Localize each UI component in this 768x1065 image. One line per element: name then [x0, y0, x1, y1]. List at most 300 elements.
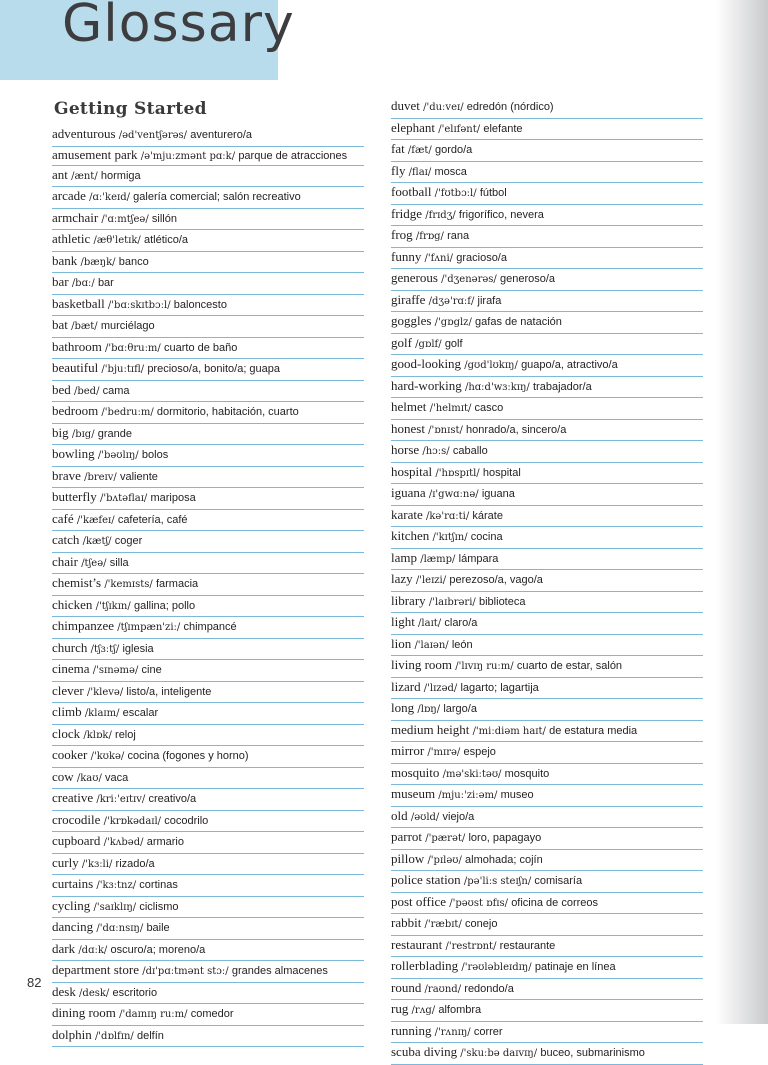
entry-word: lion	[391, 635, 412, 651]
entry-pronunciation: /kætʃ/	[82, 536, 112, 547]
glossary-entry	[391, 291, 703, 313]
entry-translation: sillón	[151, 212, 177, 225]
entry-pronunciation: /'klevə/	[86, 686, 124, 698]
entry-pronunciation: /'lɪzəd/	[423, 682, 458, 694]
entry-word: frog	[391, 227, 413, 242]
entry-word: church	[52, 639, 88, 655]
entry-translation: correr	[473, 1025, 503, 1038]
entry-pronunciation: /'rəʊləbleɪdɪŋ/	[461, 962, 532, 973]
entry-translation: golf	[444, 337, 463, 350]
entry-pronunciation: /'gɒglz/	[434, 317, 472, 328]
glossary-entry	[391, 248, 703, 270]
glossary-entry	[391, 613, 703, 635]
entry-pronunciation: /'kɪtʃɪn/	[432, 532, 468, 543]
entry-word: chair	[52, 553, 78, 569]
entry-translation: trabajador/a	[533, 380, 592, 393]
glossary-entry	[391, 420, 703, 442]
entry-translation: atlético/a	[143, 234, 189, 246]
glossary-entry	[391, 807, 703, 829]
entry-word: rabbit	[391, 915, 422, 930]
glossary-entry	[391, 377, 703, 399]
glossary-entry	[391, 914, 703, 936]
entry-pronunciation: /rʌg/	[411, 1005, 436, 1016]
entry-pronunciation: /dɪ'pɑːtmənt stɔː/	[142, 966, 229, 977]
glossary-entry	[52, 768, 364, 790]
entry-translation: rizado/a	[115, 857, 155, 870]
entry-pronunciation: /'kæfeɪ/	[76, 514, 115, 526]
glossary-entry	[391, 871, 703, 893]
entry-word: fly	[391, 162, 406, 178]
glossary-entry	[52, 918, 364, 940]
glossary-entry	[391, 678, 703, 700]
entry-translation: cuarto de estar, salón	[516, 660, 623, 672]
page-gutter-shadow	[716, 0, 768, 1024]
entry-word: bowling	[52, 446, 95, 461]
glossary-entry	[391, 97, 703, 119]
entry-word: goggles	[391, 313, 432, 328]
entry-translation: listo/a, inteligente	[126, 685, 212, 698]
entry-pronunciation: /hɔːs/	[422, 446, 450, 457]
entry-word: honest	[391, 420, 425, 436]
entry-word: mosquito	[391, 764, 440, 780]
entry-translation: farmacia	[155, 578, 199, 590]
entry-pronunciation: /bed/	[73, 385, 100, 397]
entry-word: bank	[52, 252, 78, 268]
entry-translation: buceo, submarinismo	[540, 1047, 645, 1059]
entry-pronunciation: /'tʃɪkɪn/	[95, 600, 131, 612]
entry-pronunciation: /'fʌni/	[424, 252, 454, 264]
entry-word: department store	[52, 962, 139, 977]
glossary-entry	[391, 936, 703, 958]
entry-translation: precioso/a, bonito/a; guapa	[147, 363, 281, 375]
glossary-entry	[52, 617, 364, 639]
entry-word: climb	[52, 704, 82, 719]
entry-word: helmet	[391, 399, 427, 414]
entry-translation: coger	[114, 535, 143, 547]
entry-translation: elefante	[483, 122, 523, 135]
glossary-entry	[391, 850, 703, 872]
glossary-entry	[391, 764, 703, 786]
entry-pronunciation: /'bɑːθruːm/	[105, 342, 161, 354]
entry-translation: restaurante	[499, 939, 556, 952]
glossary-entry	[52, 166, 364, 188]
entry-pronunciation: /'sɪnəmə/	[92, 665, 139, 676]
glossary-entry	[391, 549, 703, 571]
entry-word: bat	[52, 317, 68, 332]
glossary-entry	[391, 140, 703, 162]
glossary-entry	[391, 441, 703, 463]
glossary-entry	[52, 725, 364, 747]
entry-pronunciation: /bɪg/	[71, 428, 95, 440]
entry-translation: guapo/a, atractivo/a	[521, 359, 618, 371]
entry-word: desk	[52, 983, 76, 999]
glossary-entry	[52, 983, 364, 1005]
entry-pronunciation: /əʊld/	[410, 811, 440, 823]
glossary-entry	[52, 147, 364, 166]
entry-word: medium height	[391, 721, 470, 737]
entry-pronunciation: /'miːdiəm haɪt/	[472, 725, 546, 737]
entry-pronunciation: /tʃeə/	[81, 557, 107, 569]
glossary-entry	[52, 875, 364, 897]
entry-word: generous	[391, 270, 438, 285]
entry-word: rug	[391, 1001, 409, 1016]
entry-word: running	[391, 1022, 432, 1038]
entry-translation: biblioteca	[479, 595, 526, 608]
entry-pronunciation: /æθ'letɪk/	[93, 235, 141, 246]
entry-word: athletic	[52, 231, 91, 246]
entry-pronunciation: /klaɪm/	[84, 708, 120, 719]
entry-translation: alfombra	[438, 1004, 482, 1016]
entry-translation: rana	[447, 230, 470, 242]
entry-word: iguana	[391, 485, 426, 500]
entry-translation: cafetería, café	[117, 513, 188, 526]
entry-word: police station	[391, 872, 461, 887]
entry-pronunciation: /lɒŋ/	[417, 704, 441, 715]
entry-translation: bolos	[141, 449, 169, 461]
entry-word: library	[391, 592, 426, 608]
entry-word: curly	[52, 854, 79, 870]
entry-word: light	[391, 614, 415, 629]
entry-pronunciation: /əd'ventʃərəs/	[118, 130, 188, 141]
glossary-entry	[52, 897, 364, 919]
entry-word: armchair	[52, 209, 99, 225]
entry-word: clock	[52, 725, 81, 741]
glossary-entry	[52, 467, 364, 489]
entry-word: café	[52, 510, 74, 526]
glossary-entry	[391, 957, 703, 979]
entry-word: cupboard	[52, 833, 101, 848]
glossary-entry	[391, 1000, 703, 1022]
entry-word: horse	[391, 442, 420, 457]
entry-word: adventurous	[52, 126, 116, 141]
entry-translation: bar	[97, 277, 114, 289]
entry-word: basketball	[52, 295, 105, 311]
entry-translation: kárate	[472, 509, 503, 522]
entry-pronunciation: /'ɒnɪst/	[428, 424, 463, 436]
entry-pronunciation: /gɒlf/	[415, 338, 442, 350]
glossary-entry	[52, 187, 364, 209]
entry-translation: galería comercial; salón recreativo	[133, 191, 301, 203]
glossary-entry	[391, 592, 703, 614]
entry-pronunciation: /'dʒenərəs/	[441, 274, 497, 285]
entry-word: giraffe	[391, 291, 426, 307]
glossary-entry	[391, 721, 703, 743]
entry-translation: delfín	[136, 1029, 164, 1042]
entry-word: fridge	[391, 205, 423, 221]
glossary-column-right	[391, 97, 703, 1065]
entry-pronunciation: /bæŋk/	[80, 256, 116, 268]
entry-pronunciation: /tʃɪmpæn'ziː/	[117, 622, 181, 633]
glossary-entry	[52, 553, 364, 575]
entry-word: golf	[391, 334, 412, 350]
glossary-entry	[52, 338, 364, 360]
entry-translation: ciclismo	[139, 900, 179, 913]
entry-pronunciation: /'mɪrə/	[427, 747, 461, 758]
entry-translation: claro/a	[444, 617, 478, 629]
entry-pronunciation: /'laɪən/	[414, 639, 449, 651]
entry-pronunciation: /'bʌtəflaɪ/	[99, 493, 148, 504]
entry-word: hard-working	[391, 377, 462, 393]
entry-word: rollerblading	[391, 958, 459, 973]
entry-word: butterfly	[52, 489, 97, 504]
entry-pronunciation: /læmp/	[420, 553, 456, 565]
entry-pronunciation: /'lɪvɪŋ ruːm/	[455, 661, 514, 672]
entry-pronunciation: /'skuːbə daɪvɪŋ/	[460, 1048, 538, 1059]
entry-translation: patinaje en línea	[534, 961, 616, 973]
glossary-entry	[52, 940, 364, 962]
entry-translation: creativo/a	[148, 793, 197, 805]
entry-word: brave	[52, 467, 81, 483]
entry-translation: comedor	[190, 1008, 234, 1020]
entry-word: ant	[52, 166, 68, 182]
entry-word: amusement park	[52, 146, 138, 162]
entry-translation: cine	[141, 664, 162, 676]
entry-word: fat	[391, 141, 405, 156]
entry-pronunciation: /'ræbɪt/	[424, 919, 462, 930]
glossary-entry	[391, 355, 703, 377]
glossary-entry	[52, 682, 364, 704]
glossary-entry	[52, 316, 364, 338]
entry-translation: fútbol	[479, 187, 507, 199]
entry-pronunciation: /'kʊkə/	[90, 751, 125, 762]
entry-word: bar	[52, 274, 69, 289]
entry-pronunciation: /'pəʊst ɒfɪs/	[449, 897, 508, 909]
page-number: 82	[27, 975, 42, 990]
entry-word: karate	[391, 506, 423, 522]
entry-word: beautiful	[52, 360, 99, 375]
glossary-entry	[52, 209, 364, 231]
glossary-entry	[391, 656, 703, 678]
entry-translation: oficina de correos	[511, 896, 599, 909]
glossary-entry	[52, 574, 364, 596]
entry-pronunciation: /'kemɪsts/	[104, 579, 153, 590]
entry-pronunciation: /hɑːd'wɜːkɪŋ/	[464, 381, 530, 393]
glossary-entry	[391, 893, 703, 915]
entry-word: cooker	[52, 747, 88, 762]
entry-translation: comisaría	[534, 875, 583, 887]
entry-word: catch	[52, 532, 80, 547]
glossary-entry	[391, 269, 703, 291]
entry-pronunciation: /desk/	[79, 987, 110, 999]
glossary-entry	[391, 785, 703, 807]
entry-word: post office	[391, 893, 446, 909]
entry-translation: edredón (nórdico)	[466, 101, 554, 113]
glossary-entry	[391, 570, 703, 592]
entry-translation: escritorio	[112, 986, 158, 999]
entry-pronunciation: /bæt/	[71, 321, 98, 332]
entry-word: long	[391, 700, 415, 715]
entry-translation: redondo/a	[464, 982, 514, 995]
entry-word: chimpanzee	[52, 618, 115, 633]
glossary-entry	[391, 226, 703, 248]
entry-pronunciation: /'ɑːmtʃeə/	[101, 213, 149, 225]
entry-pronunciation: /'duːveɪ/	[423, 102, 464, 113]
entry-pronunciation: /'rʌnɪŋ/	[434, 1026, 471, 1038]
entry-pronunciation: /'leɪzi/	[415, 575, 447, 586]
entry-word: elephant	[391, 119, 436, 135]
entry-pronunciation: /bɑː/	[71, 278, 95, 289]
entry-translation: oscuro/a; moreno/a	[110, 943, 206, 956]
entry-translation: aventurero/a	[190, 129, 253, 141]
entry-translation: cocina (fogones y horno)	[127, 750, 249, 762]
glossary-entry	[52, 596, 364, 618]
glossary-entry	[52, 125, 364, 147]
entry-word: football	[391, 184, 432, 199]
glossary-entry	[391, 162, 703, 184]
entry-translation: frigorífico, nevera	[458, 208, 544, 221]
entry-pronunciation: /frɒg/	[415, 231, 444, 242]
glossary-entry	[391, 828, 703, 850]
entry-pronunciation: /pə'liːs steɪʃn/	[463, 876, 532, 887]
entry-translation: viejo/a	[442, 810, 475, 823]
entry-pronunciation: /'hɒspɪtl/	[435, 467, 480, 479]
entry-translation: museo	[500, 789, 534, 801]
entry-translation: lámpara	[458, 552, 499, 565]
entry-pronunciation: /'kʌbəd/	[103, 837, 144, 848]
glossary-entry	[52, 703, 364, 725]
entry-translation: valiente	[119, 470, 158, 483]
entry-word: duvet	[391, 98, 420, 113]
entry-translation: casco	[474, 402, 504, 414]
entry-translation: chimpancé	[183, 621, 237, 633]
entry-translation: hormiga	[100, 169, 141, 182]
entry-word: lizard	[391, 678, 421, 694]
entry-translation: cama	[102, 384, 130, 397]
entry-translation: armario	[146, 836, 184, 848]
entry-translation: vaca	[105, 771, 129, 784]
entry-word: living room	[391, 657, 453, 672]
entry-pronunciation: /'bɑːskɪtbɔːl/	[107, 299, 171, 311]
entry-word: good-looking	[391, 356, 462, 371]
entry-translation: espejo	[463, 746, 496, 758]
entry-translation: caballo	[452, 445, 488, 457]
entry-pronunciation: /mjuː'ziːəm/	[438, 790, 498, 801]
entry-translation: grandes almacenes	[231, 965, 328, 977]
entry-translation: perezoso/a, vago/a	[449, 574, 543, 586]
glossary-entry	[52, 402, 364, 424]
entry-pronunciation: /'daɪnɪŋ ruːm/	[119, 1009, 188, 1020]
glossary-entry	[391, 312, 703, 334]
glossary-entry	[52, 1004, 364, 1026]
entry-pronunciation: /ænt/	[71, 170, 98, 182]
entry-word: lazy	[391, 571, 413, 586]
section-heading: Getting Started	[54, 99, 207, 119]
entry-pronunciation: /klɒk/	[83, 729, 112, 741]
glossary-entry	[391, 463, 703, 485]
entry-pronunciation: /'krɒkədaɪl/	[103, 815, 162, 827]
entry-translation: largo/a	[443, 703, 477, 715]
entry-word: arcade	[52, 188, 86, 203]
entry-translation: baloncesto	[173, 298, 227, 311]
entry-translation: parque de atracciones	[238, 149, 348, 162]
entry-word: pillow	[391, 850, 425, 866]
glossary-entry	[391, 506, 703, 528]
entry-word: restaurant	[391, 936, 443, 952]
entry-word: dolphin	[52, 1026, 92, 1042]
entry-pronunciation: /tʃɜːtʃ/	[90, 643, 120, 655]
entry-pronunciation: /'fʊtbɔːl/	[434, 188, 477, 199]
entry-pronunciation: /'pærət/	[425, 833, 466, 844]
entry-translation: cortinas	[139, 879, 178, 891]
glossary-entry	[52, 961, 364, 983]
glossary-entry	[391, 205, 703, 227]
entry-word: museum	[391, 786, 436, 801]
entry-translation: hospital	[482, 466, 521, 479]
entry-word: bathroom	[52, 338, 102, 354]
glossary-column-left	[52, 125, 364, 1047]
entry-word: hospital	[391, 463, 433, 479]
entry-translation: iglesia	[122, 642, 154, 655]
glossary-entry	[391, 699, 703, 721]
entry-translation: jirafa	[477, 294, 502, 307]
entry-word: scuba diving	[391, 1044, 458, 1059]
entry-pronunciation: /'dɒlfɪn/	[94, 1030, 134, 1042]
entry-word: dark	[52, 940, 76, 956]
entry-word: creative	[52, 790, 94, 805]
entry-translation: mosquito	[504, 767, 550, 780]
glossary-entry	[52, 531, 364, 553]
entry-pronunciation: /kriː'eɪtɪv/	[96, 794, 146, 805]
entry-translation: baile	[146, 922, 170, 934]
entry-translation: reloj	[115, 728, 136, 741]
entry-pronunciation: /fæt/	[407, 145, 432, 156]
glossary-entry	[391, 527, 703, 549]
entry-word: kitchen	[391, 528, 430, 543]
glossary-entry	[52, 746, 364, 768]
entry-translation: silla	[109, 556, 129, 569]
entry-word: cow	[52, 768, 74, 784]
glossary-entry	[52, 639, 364, 661]
entry-pronunciation: /laɪt/	[418, 618, 442, 629]
glossary-entry	[391, 119, 703, 141]
entry-word: clever	[52, 682, 84, 698]
glossary-entry	[391, 742, 703, 764]
glossary-entry	[391, 484, 703, 506]
entry-word: dancing	[52, 919, 94, 934]
entry-pronunciation: /'dɑːnsɪŋ/	[96, 923, 144, 934]
entry-pronunciation: /mə'skiːtəʊ/	[442, 768, 502, 780]
entry-translation: de estatura media	[549, 724, 638, 737]
glossary-entry	[52, 381, 364, 403]
entry-translation: león	[451, 638, 473, 651]
entry-word: cinema	[52, 661, 90, 676]
entry-pronunciation: /'bjuːtɪfl/	[101, 364, 145, 375]
entry-pronunciation: /'pɪləʊ/	[427, 854, 462, 866]
entry-word: chicken	[52, 596, 93, 612]
entry-translation: escalar	[122, 707, 159, 719]
entry-pronunciation: /gʊd'lʊkɪŋ/	[464, 360, 518, 371]
entry-translation: cuarto de baño	[164, 341, 238, 354]
entry-word: chemist’s	[52, 575, 102, 590]
entry-pronunciation: /flaɪ/	[408, 166, 432, 178]
entry-word: bedroom	[52, 403, 99, 418]
glossary-entry	[52, 854, 364, 876]
entry-word: curtains	[52, 876, 94, 891]
entry-translation: mosca	[434, 165, 467, 178]
entry-translation: generoso/a	[499, 273, 556, 285]
glossary-entry	[52, 660, 364, 682]
entry-translation: gracioso/a	[456, 251, 507, 264]
entry-pronunciation: /'bəʊlɪŋ/	[97, 450, 139, 461]
entry-pronunciation: /'elɪfənt/	[438, 123, 481, 135]
entry-pronunciation: /'bedruːm/	[101, 407, 154, 418]
entry-translation: dormitorio, habitación, cuarto	[156, 406, 299, 418]
entry-translation: murciélago	[100, 320, 155, 332]
entry-word: big	[52, 424, 69, 440]
entry-pronunciation: /breɪv/	[84, 471, 117, 483]
glossary-entry	[52, 273, 364, 295]
glossary-entry	[391, 183, 703, 205]
